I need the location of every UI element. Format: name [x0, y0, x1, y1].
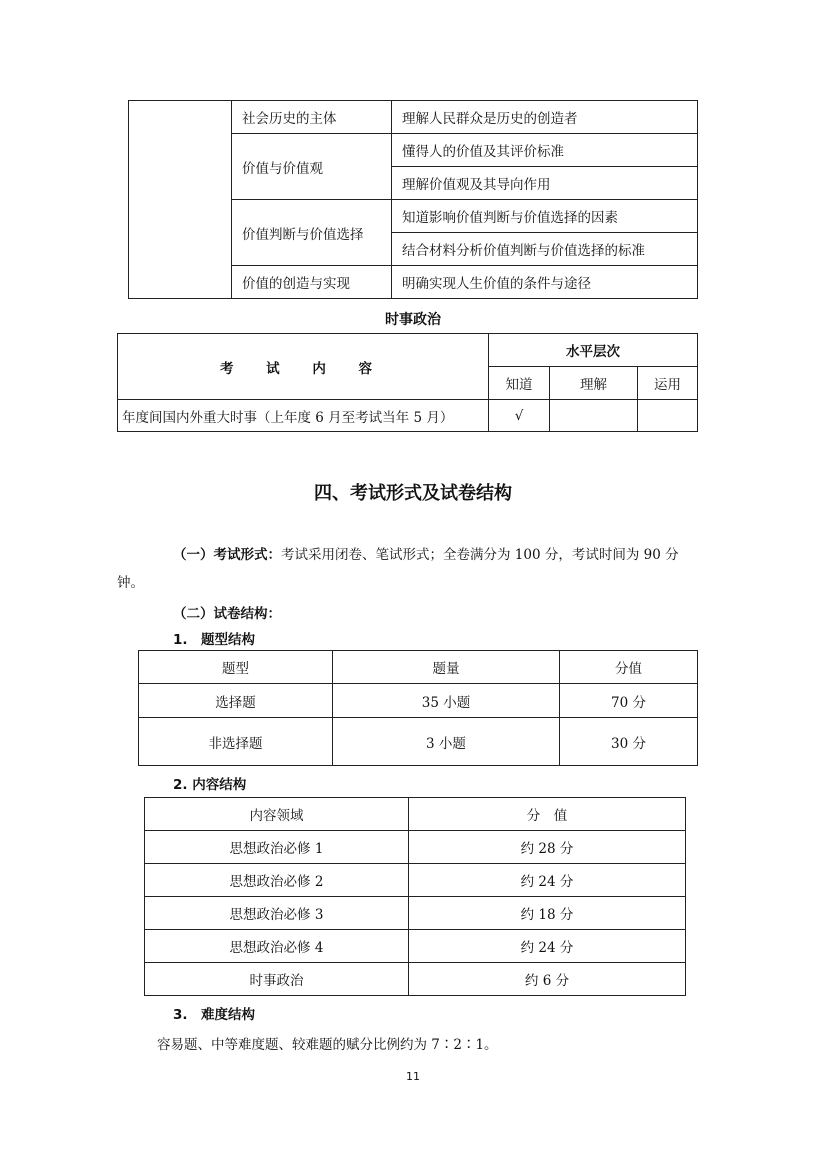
- level-apply: 运用: [638, 367, 698, 400]
- topic-cell: 价值的创造与实现: [232, 266, 392, 299]
- question-type-heading: 1. 题型结构: [173, 632, 256, 648]
- mark-know: √: [489, 400, 550, 432]
- exam-form-label: （一）考试形式：: [173, 547, 281, 563]
- domain-cell: 思想政治必修 3: [145, 897, 409, 930]
- count-header: 题量: [333, 651, 560, 684]
- question-type-table: [138, 650, 698, 766]
- count-cell: 3 小题: [333, 718, 560, 766]
- topic-cell: 价值判断与价值选择: [232, 200, 392, 266]
- domain-cell: 思想政治必修 1: [145, 831, 409, 864]
- exam-form-text: 考试采用闭卷、笔试形式；全卷满分为 100 分，考试时间为 90 分: [281, 547, 679, 563]
- type-cell: 非选择题: [139, 718, 333, 766]
- topic-cell: 价值与价值观: [232, 134, 392, 200]
- domain-header: 内容领域: [145, 798, 409, 831]
- value-header: 分 值: [409, 798, 686, 831]
- mark-understand: [550, 400, 638, 432]
- requirement-cell: 理解价值观及其导向作用: [392, 167, 698, 200]
- level-know: 知道: [489, 367, 550, 400]
- current-affairs-table: [117, 333, 698, 432]
- exam-form-continuation: 钟。: [117, 575, 144, 591]
- domain-cell: 思想政治必修 2: [145, 864, 409, 897]
- type-header: 题型: [139, 651, 333, 684]
- value-cell: 约 28 分: [409, 831, 686, 864]
- content-structure-table: [144, 797, 686, 996]
- mark-apply: [638, 400, 698, 432]
- page-number: 11: [406, 1070, 420, 1083]
- value-cell: 约 24 分: [409, 930, 686, 963]
- content-structure-heading: 2. 内容结构: [173, 777, 247, 793]
- value-cell: 约 24 分: [409, 864, 686, 897]
- score-cell: 30 分: [560, 718, 698, 766]
- requirement-cell: 懂得人的价值及其评价标准: [392, 134, 698, 167]
- type-cell: 选择题: [139, 684, 333, 718]
- level-header: 水平层次: [489, 334, 698, 367]
- current-affairs-content: 年度间国内外重大时事（上年度 6 月至考试当年 5 月）: [118, 400, 489, 432]
- knowledge-table: [128, 100, 698, 299]
- count-cell: 35 小题: [333, 684, 560, 718]
- value-cell: 约 18 分: [409, 897, 686, 930]
- difficulty-heading: 3. 难度结构: [173, 1007, 256, 1023]
- requirement-cell: 理解人民群众是历史的创造者: [392, 101, 698, 134]
- domain-cell: 思想政治必修 4: [145, 930, 409, 963]
- score-header: 分值: [560, 651, 698, 684]
- section-title: 四、考试形式及试卷结构: [314, 483, 512, 504]
- paper-structure-label: （二）试卷结构：: [173, 606, 281, 622]
- requirement-cell: 知道影响价值判断与价值选择的因素: [392, 200, 698, 233]
- current-affairs-caption: 时事政治: [385, 312, 441, 328]
- blank-category-cell: [129, 101, 232, 299]
- requirement-cell: 结合材料分析价值判断与价值选择的标准: [392, 233, 698, 266]
- level-understand: 理解: [550, 367, 638, 400]
- difficulty-text: 容易题、中等难度题、较难题的赋分比例约为 7∶2∶1。: [157, 1037, 498, 1053]
- requirement-cell: 明确实现人生价值的条件与途径: [392, 266, 698, 299]
- score-cell: 70 分: [560, 684, 698, 718]
- domain-cell: 时事政治: [145, 963, 409, 996]
- value-cell: 约 6 分: [409, 963, 686, 996]
- content-header: 考 试 内 容: [118, 334, 489, 400]
- topic-cell: 社会历史的主体: [232, 101, 392, 134]
- exam-form-paragraph: [173, 543, 713, 563]
